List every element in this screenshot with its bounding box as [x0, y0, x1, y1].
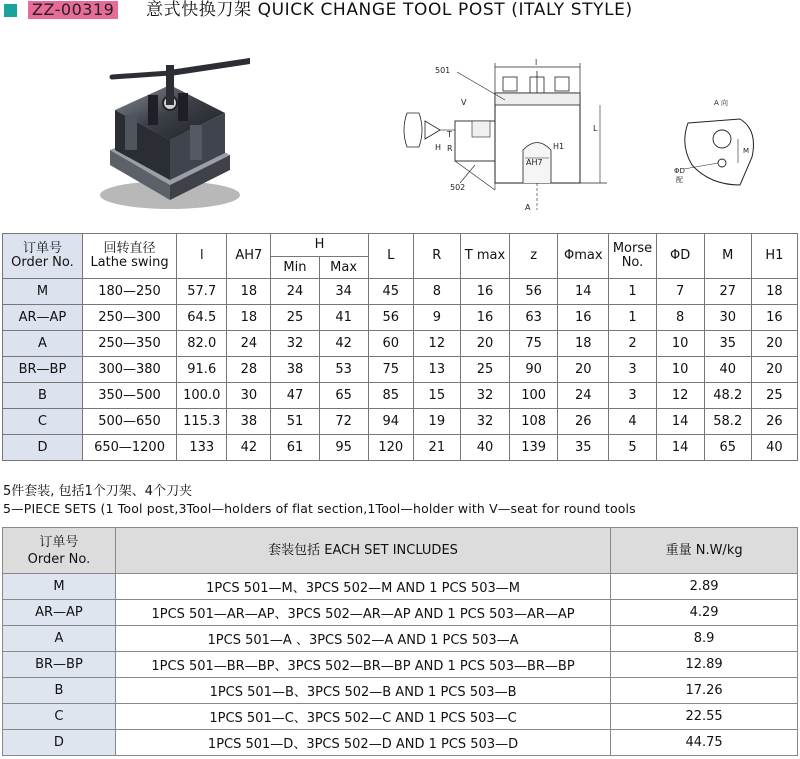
spec-cell: 27 [704, 279, 751, 305]
product-code-badge: ZZ-00319 [28, 1, 118, 19]
tool-post-photo [90, 55, 250, 215]
spec-cell: 38 [271, 357, 319, 383]
spec-cell: 72 [319, 409, 368, 435]
sets-weight-cell: 44.75 [611, 730, 798, 756]
sets-includes-cell: 1PCS 501—M、3PCS 502—M AND 1 PCS 503—M [115, 574, 610, 600]
spec-cell: 25 [460, 357, 509, 383]
spec-cell: 56 [368, 305, 413, 331]
spec-cell: 16 [751, 305, 797, 331]
spec-cell: 3 [609, 357, 656, 383]
spec-cell: 650—1200 [82, 435, 176, 461]
sets-order-cell: D [3, 730, 116, 756]
sets-weight-cell: 8.9 [611, 626, 798, 652]
spec-cell: 500—650 [82, 409, 176, 435]
spec-cell: 47 [271, 383, 319, 409]
dim-big-l-label: L [593, 124, 598, 133]
spec-cell: 38 [227, 409, 271, 435]
spec-cell: 18 [751, 279, 797, 305]
spec-cell: 7 [656, 279, 704, 305]
spec-cell: 14 [656, 435, 704, 461]
spec-cell: 26 [751, 409, 797, 435]
spec-cell: 51 [271, 409, 319, 435]
spec-cell: 40 [704, 357, 751, 383]
spec-row [3, 279, 798, 305]
spec-cell: 16 [558, 305, 609, 331]
a-view-pei-label: 配 [676, 176, 683, 184]
part-502-label: 502 [450, 183, 466, 192]
spec-cell: 90 [510, 357, 558, 383]
spec-header-h: H [271, 234, 368, 257]
spec-cell: 10 [656, 357, 704, 383]
spec-header-l: l [177, 234, 227, 279]
sets-weight-cell: 2.89 [611, 574, 798, 600]
spec-cell: 48.2 [704, 383, 751, 409]
spec-row [3, 331, 798, 357]
spec-cell: 1 [609, 279, 656, 305]
spec-header-swing-cn: 回转直径 [103, 241, 156, 256]
spec-cell: 14 [558, 279, 609, 305]
spec-cell: 8 [656, 305, 704, 331]
dim-t-label: T [447, 130, 452, 139]
tool-post-drawing [395, 55, 615, 215]
spec-cell: 18 [227, 305, 271, 331]
spec-row [3, 435, 798, 461]
spec-row [3, 357, 798, 383]
spec-cell: 19 [413, 409, 460, 435]
sets-includes-cell: 1PCS 501—A 、3PCS 502—A AND 1 PCS 503—A [115, 626, 610, 652]
dim-ah7-label: AH7 [526, 158, 543, 167]
spec-cell: 10 [656, 331, 704, 357]
dim-v-label: V [461, 98, 467, 107]
sets-weight-cell: 4.29 [611, 600, 798, 626]
spec-cell: 13 [413, 357, 460, 383]
sets-row [3, 574, 798, 600]
dim-h-label: H [435, 143, 442, 152]
spec-cell: 100.0 [177, 383, 227, 409]
spec-header-order [3, 234, 83, 279]
sets-header-includes: 套装包括 EACH SET INCLUDES [115, 528, 610, 574]
spec-cell: 18 [227, 279, 271, 305]
spec-header-tmax: T max [460, 234, 509, 279]
spec-header-ah7: AH7 [227, 234, 271, 279]
spec-cell: 75 [510, 331, 558, 357]
spec-header-z: z [510, 234, 558, 279]
spec-cell: 1 [609, 305, 656, 331]
a-view-m-label: M [743, 147, 750, 155]
spec-cell: 40 [460, 435, 509, 461]
spec-cell: 21 [413, 435, 460, 461]
page-title: 意式快换刀架 QUICK CHANGE TOOL POST (ITALY STYLE) [146, 0, 633, 20]
sets-row [3, 730, 798, 756]
spec-cell: 9 [413, 305, 460, 331]
spec-cell: A [3, 331, 83, 357]
sets-includes-cell: 1PCS 501—BR—BP、3PCS 502—BR—BP AND 1 PCS 503—BR—BP [115, 652, 610, 678]
spec-header-phimax: Φmax [558, 234, 609, 279]
spec-cell: 15 [413, 383, 460, 409]
spec-header-h1: H1 [751, 234, 797, 279]
sets-includes-cell: 1PCS 501—AR—AP、3PCS 502—AR—AP AND 1 PCS 503—AR—AP [115, 600, 610, 626]
spec-header-h-min: Min [271, 257, 319, 279]
spec-cell: 250—350 [82, 331, 176, 357]
a-view-phid-label: ΦD [674, 167, 685, 175]
spec-cell: 300—380 [82, 357, 176, 383]
spec-cell: 108 [510, 409, 558, 435]
spec-cell: 85 [368, 383, 413, 409]
spec-cell: B [3, 383, 83, 409]
sets-row [3, 704, 798, 730]
sets-includes-cell: 1PCS 501—D、3PCS 502—D AND 1 PCS 503—D [115, 730, 610, 756]
spec-row [3, 409, 798, 435]
spec-cell: 40 [751, 435, 797, 461]
sets-order-cell: C [3, 704, 116, 730]
spec-cell: 64.5 [177, 305, 227, 331]
dim-l-label: l [535, 58, 538, 67]
spec-cell: 3 [609, 383, 656, 409]
spec-cell: 91.6 [177, 357, 227, 383]
spec-cell: 61 [271, 435, 319, 461]
spec-cell: 65 [704, 435, 751, 461]
sets-header-order-en: Order No. [27, 551, 91, 567]
spec-cell: 34 [319, 279, 368, 305]
spec-cell: 20 [460, 331, 509, 357]
sets-note-en: 5—PIECE SETS (1 Tool post,3Tool—holders of flat section,1Tool—holder with V—seat for round tools [3, 501, 636, 516]
spec-header-morse-line1: Morse [612, 241, 653, 256]
spec-cell: 2 [609, 331, 656, 357]
spec-cell: BR—BP [3, 357, 83, 383]
dim-h1-label: H1 [553, 142, 565, 151]
spec-cell: 24 [227, 331, 271, 357]
page-header [0, 0, 800, 22]
sets-header-order-cn: 订单号 [39, 534, 79, 550]
spec-cell: 8 [413, 279, 460, 305]
spec-cell: 18 [558, 331, 609, 357]
spec-header-big-l: L [368, 234, 413, 279]
spec-header-order-en: Order No. [11, 255, 74, 270]
spec-header-order-cn: 订单号 [22, 241, 62, 256]
spec-cell: 42 [227, 435, 271, 461]
sets-weight-cell: 12.89 [611, 652, 798, 678]
spec-cell: 35 [704, 331, 751, 357]
spec-cell: 58.2 [704, 409, 751, 435]
spec-cell: 20 [751, 331, 797, 357]
spec-cell: 32 [460, 409, 509, 435]
a-view-title: A 向 [714, 99, 729, 107]
spec-cell: 45 [368, 279, 413, 305]
spec-cell: 5 [609, 435, 656, 461]
spec-cell: 35 [558, 435, 609, 461]
spec-cell: 30 [227, 383, 271, 409]
spec-cell: 28 [227, 357, 271, 383]
view-a-arrow-label: A [525, 203, 531, 212]
spec-header-phid: ΦD [656, 234, 704, 279]
sets-order-cell: A [3, 626, 116, 652]
spec-table [2, 233, 798, 461]
spec-cell: 95 [319, 435, 368, 461]
spec-cell: M [3, 279, 83, 305]
spec-cell: 20 [558, 357, 609, 383]
spec-cell: 32 [271, 331, 319, 357]
spec-cell: 42 [319, 331, 368, 357]
spec-row [3, 383, 798, 409]
spec-cell: 63 [510, 305, 558, 331]
spec-cell: 12 [413, 331, 460, 357]
spec-header-morse-line2: No. [621, 255, 644, 270]
spec-cell: 57.7 [177, 279, 227, 305]
dim-r-label: R [447, 144, 453, 153]
spec-cell: 24 [558, 383, 609, 409]
sets-includes-cell: 1PCS 501—C、3PCS 502—C AND 1 PCS 503—C [115, 704, 610, 730]
spec-cell: 350—500 [82, 383, 176, 409]
spec-cell: 56 [510, 279, 558, 305]
spec-header-m: M [704, 234, 751, 279]
spec-cell: 4 [609, 409, 656, 435]
spec-cell: 115.3 [177, 409, 227, 435]
spec-cell: 139 [510, 435, 558, 461]
spec-cell: 94 [368, 409, 413, 435]
spec-cell: 180—250 [82, 279, 176, 305]
spec-cell: 82.0 [177, 331, 227, 357]
spec-cell: 16 [460, 279, 509, 305]
spec-cell: 250—300 [82, 305, 176, 331]
spec-cell: 20 [751, 357, 797, 383]
spec-cell: 26 [558, 409, 609, 435]
spec-header-morse [609, 234, 656, 279]
spec-cell: 24 [271, 279, 319, 305]
section-marker-icon [4, 4, 17, 17]
spec-cell: 65 [319, 383, 368, 409]
spec-cell: 100 [510, 383, 558, 409]
sets-row [3, 626, 798, 652]
sets-row [3, 678, 798, 704]
sets-weight-cell: 17.26 [611, 678, 798, 704]
sets-header-weight: 重量 N.W/kg [611, 528, 798, 574]
part-501-label: 501 [435, 66, 451, 75]
spec-cell: 25 [271, 305, 319, 331]
spec-cell: 120 [368, 435, 413, 461]
sets-order-cell: M [3, 574, 116, 600]
sets-row [3, 600, 798, 626]
spec-header-h-max: Max [319, 257, 368, 279]
sets-header-order [3, 528, 116, 574]
spec-cell: 16 [460, 305, 509, 331]
sets-table [2, 527, 798, 756]
spec-row [3, 305, 798, 331]
spec-cell: 14 [656, 409, 704, 435]
spec-cell: 12 [656, 383, 704, 409]
a-view-drawing [670, 95, 790, 190]
spec-cell: 75 [368, 357, 413, 383]
spec-cell: 30 [704, 305, 751, 331]
spec-header-swing-en: Lathe swing [90, 255, 169, 270]
sets-includes-cell: 1PCS 501—B、3PCS 502—B AND 1 PCS 503—B [115, 678, 610, 704]
spec-cell: D [3, 435, 83, 461]
spec-cell: AR—AP [3, 305, 83, 331]
spec-cell: C [3, 409, 83, 435]
spec-cell: 133 [177, 435, 227, 461]
sets-note-cn: 5件套装, 包括1个刀架、4个刀夹 [3, 484, 193, 499]
sets-weight-cell: 22.55 [611, 704, 798, 730]
sets-order-cell: B [3, 678, 116, 704]
spec-header-swing [82, 234, 176, 279]
spec-cell: 25 [751, 383, 797, 409]
sets-order-cell: AR—AP [3, 600, 116, 626]
spec-header-r: R [413, 234, 460, 279]
spec-cell: 60 [368, 331, 413, 357]
sets-row [3, 652, 798, 678]
spec-cell: 53 [319, 357, 368, 383]
sets-order-cell: BR—BP [3, 652, 116, 678]
spec-cell: 41 [319, 305, 368, 331]
spec-cell: 32 [460, 383, 509, 409]
